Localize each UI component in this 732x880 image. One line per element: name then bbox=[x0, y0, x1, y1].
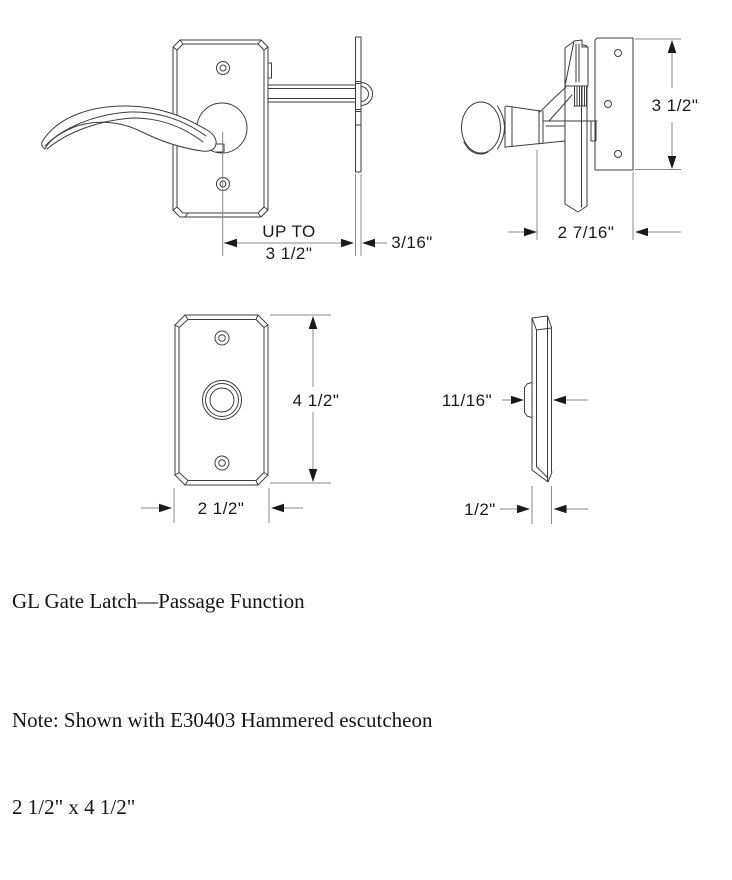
escutcheon-side-profile bbox=[532, 316, 552, 482]
screw-hole bbox=[219, 460, 226, 467]
mounting-hole bbox=[615, 50, 622, 57]
spindle-hole-ring bbox=[203, 381, 242, 420]
mounting-hole bbox=[605, 101, 612, 108]
knob-ball bbox=[462, 102, 501, 153]
dim-label-latch-projection: 2 7/16" bbox=[557, 223, 615, 242]
screw-hole bbox=[217, 62, 230, 75]
arrowhead-right bbox=[341, 239, 354, 248]
dim-escutcheon-width bbox=[141, 488, 303, 523]
dim-label-latch-height: 3 1/2" bbox=[651, 96, 699, 115]
screw-hole bbox=[219, 335, 226, 342]
arrowhead-left bbox=[224, 239, 237, 248]
hub-bump bbox=[525, 383, 532, 418]
dim-escutcheon-thickness bbox=[464, 486, 588, 524]
gate-edge-strip bbox=[356, 37, 362, 172]
drawing-note-line1: Note: Shown with E30403 Hammered escutcheon bbox=[12, 708, 433, 732]
view-lever-escutcheon-front bbox=[42, 37, 373, 217]
dim-label-escutcheon-width: 2 1/2" bbox=[197, 499, 245, 518]
arrowhead-left bbox=[362, 239, 375, 248]
dim-gate-thickness bbox=[362, 233, 433, 252]
dim-escutcheon-height bbox=[270, 315, 339, 483]
arrowhead-right bbox=[524, 228, 537, 237]
spindle-hole bbox=[210, 388, 234, 412]
dim-label-lever-reach: 3 1/2" bbox=[265, 244, 313, 263]
drawing-title: GL Gate Latch—Passage Function bbox=[12, 589, 305, 613]
arrowhead-left bbox=[635, 228, 648, 237]
arrowhead-left bbox=[553, 396, 566, 405]
arrowhead-right bbox=[517, 505, 530, 514]
dim-label-escutcheon-height: 4 1/2" bbox=[292, 391, 340, 410]
dim-latch-height bbox=[635, 39, 698, 170]
arrowhead-right bbox=[159, 504, 172, 513]
arrowhead-left bbox=[554, 505, 567, 514]
dim-hub-projection bbox=[442, 391, 588, 410]
arrowhead-down bbox=[668, 156, 677, 169]
arrowhead-down bbox=[309, 469, 318, 482]
dim-label-escutcheon-thickness: 1/2" bbox=[464, 500, 496, 519]
dim-label-gate-thickness: 3/16" bbox=[391, 233, 433, 252]
arrowhead-left bbox=[271, 504, 284, 513]
dim-label-up-to: UP TO bbox=[262, 222, 316, 241]
knob-collar bbox=[505, 107, 512, 148]
plate-edge-notch bbox=[268, 63, 272, 78]
drawing-note-line2: 2 1/2" x 4 1/2" bbox=[12, 795, 136, 819]
screw-hole bbox=[220, 65, 226, 71]
mounting-hole bbox=[615, 151, 622, 158]
screw-hole bbox=[215, 456, 229, 470]
arrowhead-right bbox=[511, 396, 524, 405]
drawing-note bbox=[12, 648, 433, 880]
arrowhead-up bbox=[668, 40, 677, 53]
view-escutcheon-side bbox=[525, 316, 553, 482]
bolt-end-cap bbox=[361, 83, 373, 106]
arrowhead-up bbox=[309, 316, 318, 329]
dim-lever-reach bbox=[223, 132, 361, 263]
mounting-plate bbox=[595, 38, 633, 170]
view-escutcheon-front bbox=[175, 315, 268, 485]
screw-hole bbox=[215, 331, 229, 345]
latch-bolt-bar bbox=[268, 85, 356, 102]
dim-label-hub-projection: 11/16" bbox=[441, 391, 493, 410]
view-latch-side bbox=[462, 38, 634, 212]
